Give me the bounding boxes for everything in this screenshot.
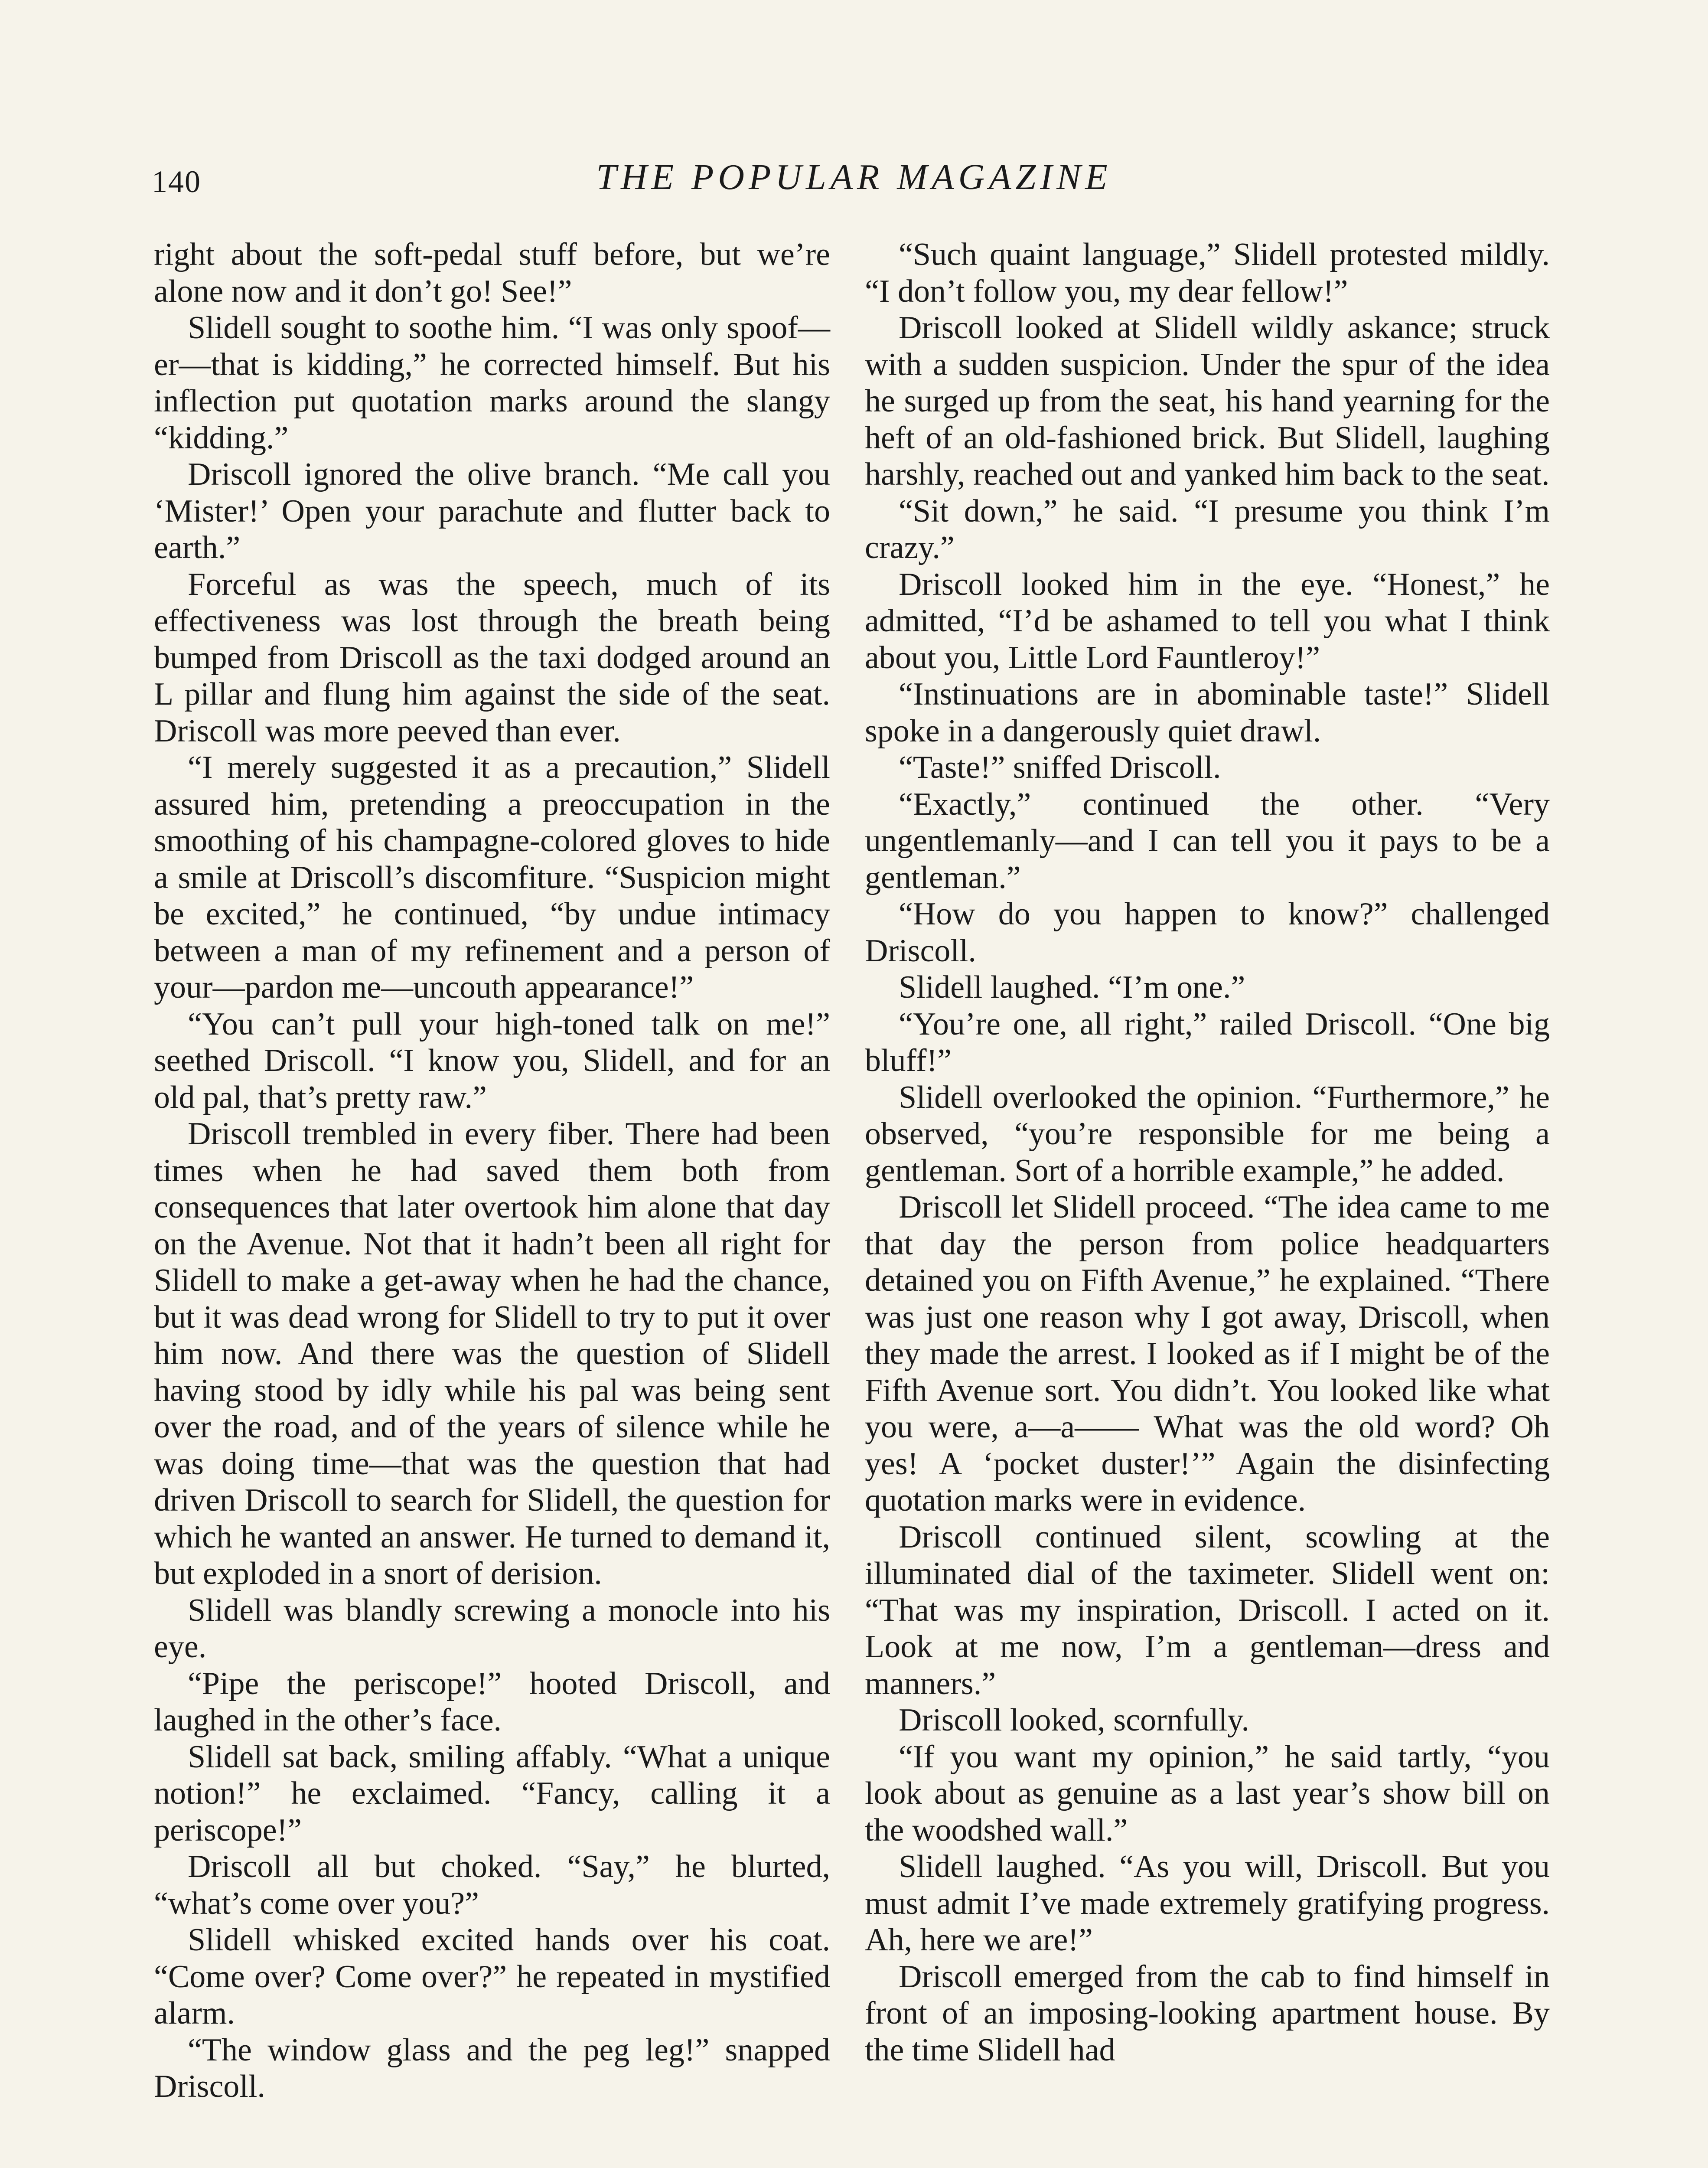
paragraph: “Taste!” sniffed Driscoll. xyxy=(899,750,1221,785)
paragraph: Driscoll ignored the olive branch. “Me call you ‘Mister!’ Open your parachute and flutter back to earth.” xyxy=(154,457,830,565)
left-column xyxy=(154,236,830,2105)
paragraph: Driscoll continued silent, scowling at the illuminated dial of the taximeter. Slidell went on: “That was my inspiration, Driscoll. I acted on it. Look at me now, I’m a gentleman—dress and manners.” xyxy=(865,1519,1550,1701)
paragraph: Slidell overlooked the opinion. “Furthermore,” he observed, “you’re responsible for me being a gentleman. Sort of a horrible example,” he added. xyxy=(865,1079,1550,1188)
paragraph: Driscoll all but choked. “Say,” he blurted, “what’s come over you?” xyxy=(154,1849,830,1921)
paragraph: “If you want my opinion,” he said tartly, “you look about as genuine as a last year’s show bill on the woodshed wall.” xyxy=(865,1739,1550,1848)
paragraph: “Pipe the periscope!” hooted Driscoll, and laughed in the other’s face. xyxy=(154,1665,830,1738)
page-header xyxy=(152,156,1556,208)
paragraph: “Exactly,” continued the other. “Very ungentlemanly—and I can tell you it pays to be a gentleman.” xyxy=(865,786,1550,895)
paragraph: Driscoll let Slidell proceed. “The idea came to me that day the person from police headquarters detained you on Fifth Avenue,” he explained. “There was just one reason why I got away, Driscoll, when they made the arrest. I looked as if I might be of the Fifth Avenue sort. You didn’t. You looked like what you were, a—a—— What was the old word? Oh yes! A ‘pocket duster!’” Again the disinfecting quotation marks were in evidence. xyxy=(865,1189,1550,1518)
paragraph: “Such quaint language,” Slidell protested mildly. “I don’t follow you, my dear fellow!” xyxy=(865,237,1550,309)
paragraph: Driscoll looked at Slidell wildly askance; struck with a sudden suspicion. Under the spur of the idea he surged up from the seat, his hand yearning for the heft of an old-fashioned brick. But Slidell, laughing harshly, reached out and yanked him back to the seat. xyxy=(865,310,1550,492)
paragraph: Driscoll trembled in every fiber. There had been times when he had saved them both from consequences that later overtook him alone that day on the Avenue. Not that it hadn’t been all right for Slidell to make a get-away when he had the chance, but it was dead wrong for Slidell to try to put it over him now. And there was the question of Slidell having stood by idly while his pal was being sent over the road, and of the years of silence while he was doing time—that was the question that had driven Driscoll to search for Slidell, the question for which he wanted an answer. He turned to demand it, but exploded in a snort of derision. xyxy=(154,1116,830,1591)
paragraph: Forceful as was the speech, much of its effectiveness was lost through the breath being bumped from Driscoll as the taxi dodged around an L pillar and flung him against the side of the seat. Driscoll was more peeved than ever. xyxy=(154,566,830,749)
paragraph: Slidell whisked excited hands over his coat. “Come over? Come over?” he repeated in mystified alarm. xyxy=(154,1922,830,2031)
page-number: 140 xyxy=(152,164,201,199)
paragraph: Driscoll looked, scornfully. xyxy=(899,1702,1250,1738)
paragraph: “Sit down,” he said. “I presume you think I’m crazy.” xyxy=(865,493,1550,565)
paragraph: Driscoll emerged from the cab to find himself in front of an imposing-looking apartment house. By the time Slidell had xyxy=(865,1959,1550,2068)
paragraph: “I merely suggested it as a precaution,” Slidell assured him, pretending a preoccupation in the smoothing of his champagne-colored gloves to hide a smile at Driscoll’s discomfiture. “Suspicion might be excited,” he continued, “by undue intimacy between a man of my refinement and a person of your—pardon me—uncouth appearance!” xyxy=(154,750,830,1005)
paragraph: “How do you happen to know?” challenged Driscoll. xyxy=(865,896,1550,969)
paragraph: “You’re one, all right,” railed Driscoll. “One big bluff!” xyxy=(865,1006,1550,1078)
running-head: THE POPULAR MAGAZINE xyxy=(596,157,1112,197)
paragraph: Slidell was blandly screwing a monocle into his eye. xyxy=(154,1592,830,1665)
paragraph: Slidell sought to soothe him. “I was only spoof—er—that is kidding,” he corrected himself. But his inflection put quotation marks around the slangy “kidding.” xyxy=(154,310,830,456)
paragraph: right about the soft-pedal stuff before, but we’re alone now and it don’t go! See!” xyxy=(154,237,830,309)
right-column xyxy=(865,236,1550,2068)
paragraph: Slidell sat back, smiling affably. “What a unique notion!” he exclaimed. “Fancy, calling it a periscope!” xyxy=(154,1739,830,1848)
paragraph: “You can’t pull your high-toned talk on me!” seethed Driscoll. “I know you, Slidell, and for an old pal, that’s pretty raw.” xyxy=(154,1006,830,1115)
paragraph: Slidell laughed. “As you will, Driscoll. But you must admit I’ve made extremely gratifying progress. Ah, here we are!” xyxy=(865,1849,1550,1958)
paragraph: Driscoll looked him in the eye. “Honest,” he admitted, “I’d be ashamed to tell you what I think about you, Little Lord Fauntleroy!” xyxy=(865,566,1550,676)
paragraph: Slidell laughed. “I’m one.” xyxy=(899,970,1245,1005)
paragraph: “The window glass and the peg leg!” snapped Driscoll. xyxy=(154,2032,830,2104)
paragraph: “Instinuations are in abominable taste!” Slidell spoke in a dangerously quiet drawl. xyxy=(865,676,1550,749)
